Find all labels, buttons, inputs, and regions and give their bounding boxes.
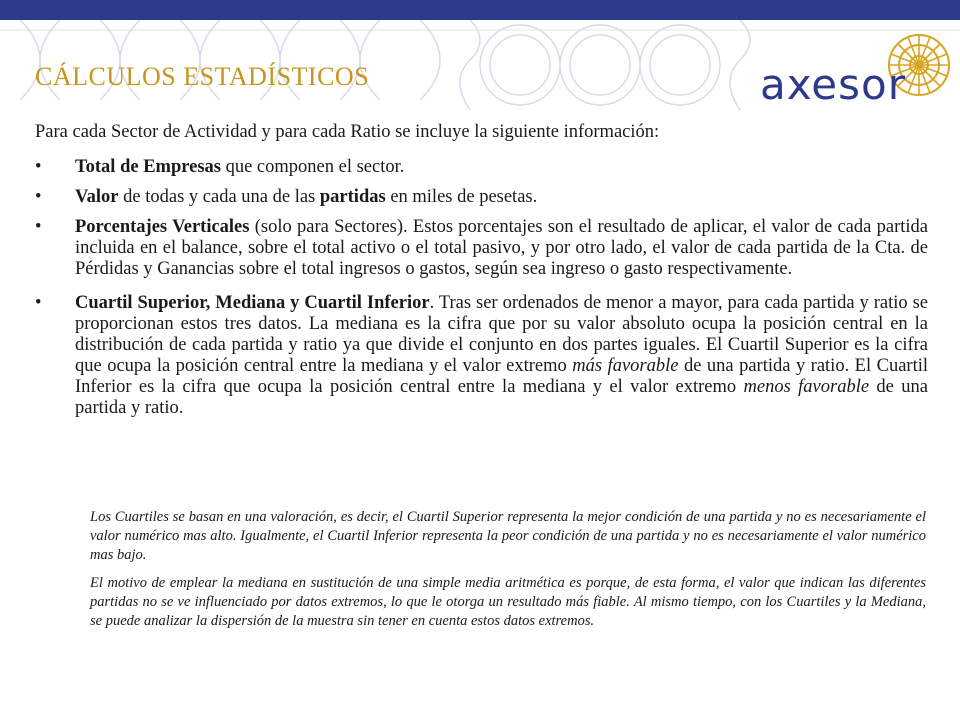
bullet-porcentajes-verticales [35, 217, 928, 280]
bullet-marker: • [35, 157, 42, 177]
bullet-valor [35, 187, 928, 208]
note-cuartiles: Los Cuartiles se basan en una valoración, es decir, el Cuartil Superior representa la mejor condición de una partida y no es necesariamente el valor numérico mas alto. Igualmente, el Cuartil Inferior representa la peor condición de una partida y no es necesariamente el valor numérico mas bajo. [90, 509, 926, 563]
bullet-text: . Tras ser ordenados de menor a mayor, para cada partida y ratio se proporcionan estos tres datos. La mediana es la cifra que por su valor absoluto ocupa la posición central en la distribución de cada partida y ratio ya que divide el conjunto en dos partes iguales. El Cuartil Superior es la cifra que ocupa la posición central entre la mediana y el valor extremo [75, 293, 928, 376]
bullet-marker: • [35, 187, 42, 207]
page-title: CÁLCULOS ESTADÍSTICOS [35, 62, 370, 91]
bullet-text: que componen el sector. [220, 157, 405, 177]
bullet-bold-term: Porcentajes Verticales [75, 217, 250, 237]
notes-section [90, 508, 926, 640]
bullet-text: de una partida y ratio. El Cuartil Inferior es la cifra que ocupa la posición central entre la mediana y el valor extremo [75, 356, 928, 397]
bullet-bold-term: partidas [319, 187, 386, 207]
bullet-text: en miles de pesetas. [385, 187, 538, 207]
bullet-italic-term: menos favorable [743, 377, 870, 397]
bullet-italic-term: más favorable [572, 356, 679, 376]
bullet-cuartiles [35, 293, 928, 419]
bullet-text: de una partida y ratio. [75, 377, 928, 418]
bullet-marker: • [35, 217, 42, 237]
bullet-list [35, 157, 928, 428]
bullet-total-empresas [35, 157, 928, 178]
bullet-marker: • [35, 293, 42, 313]
bullet-text: de todas y cada una de las [118, 187, 320, 207]
top-banner-bar [0, 0, 960, 20]
bullet-bold-term: Cuartil Superior, Mediana y Cuartil Inferior [75, 293, 430, 313]
bullet-text: (solo para Sectores). Estos porcentajes son el resultado de aplicar, el valor de cada partida incluida en el balance, sobre el total activo o el total pasivo, y por otro lado, el valor de cada partida de la Cta. de Pérdidas y Ganancias sobre el total ingresos o gastos, según sea ingreso o gasto respectivamente. [75, 217, 929, 279]
intro-text: Para cada Sector de Actividad y para cada Ratio se incluye la siguiente información: [35, 122, 660, 142]
note-mediana: El motivo de emplear la mediana en sustitución de una simple media aritmética es porque, de esta forma, el valor que indican las diferentes partidas no se ve influenciado por datos extremos, lo que le otorga un resultado más fiable. Al mismo tiempo, con los Cuartiles y la Mediana, se puede analizar la dispersión de la muestra sin tener en cuenta estos datos extremos. [90, 575, 926, 629]
bullet-bold-term: Valor [75, 187, 119, 207]
bullet-bold-term: Total de Empresas [75, 157, 221, 177]
logo-wordmark: axesor [760, 60, 906, 109]
